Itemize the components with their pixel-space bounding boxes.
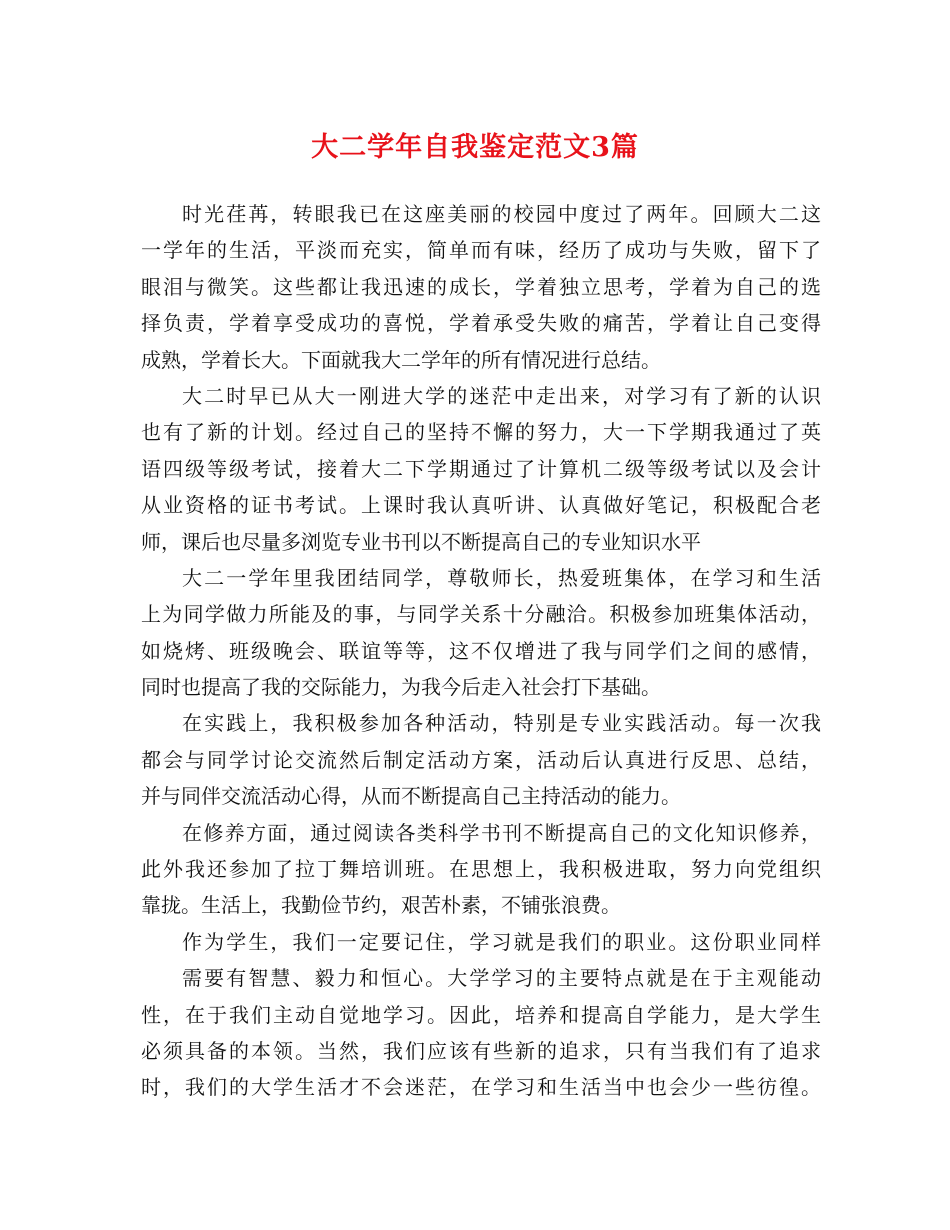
document-title: 大二学年自我鉴定范文3篇 [311,132,639,163]
text-line: 语四级等级考试，接着大二下学期通过了计算机二级等级考试以及会计 [141,456,821,481]
text-line: 也有了新的计划。经过自己的坚持不懈的努力，大一下学期我通过了英 [141,420,821,445]
text-line: 上为同学做力所能及的事，与同学关系十分融洽。积极参加班集体活动， [141,602,821,627]
text-line: 如烧烤、班级晚会、联谊等等，这不仅增进了我与同学们之间的感情， [141,638,821,663]
text-line: 都会与同学讨论交流然后制定活动方案，活动后认真进行反思、总结， [141,747,821,772]
text-line: 大二时早已从大一刚进大学的迷茫中走出来，对学习有了新的认识 [182,383,821,408]
text-line: 择负责，学着享受成功的喜悦，学着承受失败的痛苦，学着让自己变得 [141,311,821,336]
text-line: 需要有智慧、毅力和恒心。大学学习的主要特点就是在于主观能动 [182,966,821,991]
text-line: 此外我还参加了拉丁舞培训班。在思想上，我积极进取，努力向党组织 [141,857,821,882]
text-line: 在修养方面，通过阅读各类科学书刊不断提高自己的文化知识修养， [182,820,821,845]
text-line: 眼泪与微笑。这些都让我迅速的成长，学着独立思考，学着为自己的选 [141,274,821,299]
text-line: 作为学生，我们一定要记住，学习就是我们的职业。这份职业同样 [182,929,821,954]
text-line: 在实践上，我积极参加各种活动，特别是专业实践活动。每一次我 [182,711,821,736]
text-line: 同时也提高了我的交际能力，为我今后走入社会打下基础。 [141,675,661,700]
text-line: 师，课后也尽量多浏览专业书刊以不断提高自己的专业知识水平 [141,529,701,554]
text-line: 时，我们的大学生活才不会迷茫，在学习和生活当中也会少一些彷徨。 [141,1075,821,1100]
text-line: 靠拢。生活上，我勤俭节约，艰苦朴素，不铺张浪费。 [141,893,621,918]
text-line: 时光荏苒，转眼我已在这座美丽的校园中度过了两年。回顾大二这 [182,202,821,226]
text-line: 从业资格的证书考试。上课时我认真听讲、认真做好笔记，积极配合老 [141,493,821,518]
document-body [141,196,821,1106]
text-line: 一学年的生活，平淡而充实，简单而有味，经历了成功与失败，留下了 [141,238,821,263]
text-line: 性，在于我们主动自觉地学习。因此，培养和提高自学能力，是大学生 [141,1002,821,1027]
text-line: 成熟，学着长大。下面就我大二学年的所有情况进行总结。 [141,347,661,372]
text-line: 并与同伴交流活动心得，从而不断提高自己主持活动的能力。 [141,784,681,809]
text-line: 必须具备的本领。当然，我们应该有些新的追求，只有当我们有了追求 [141,1038,821,1063]
text-line: 大二一学年里我团结同学，尊敬师长，热爱班集体，在学习和生活 [182,565,821,590]
